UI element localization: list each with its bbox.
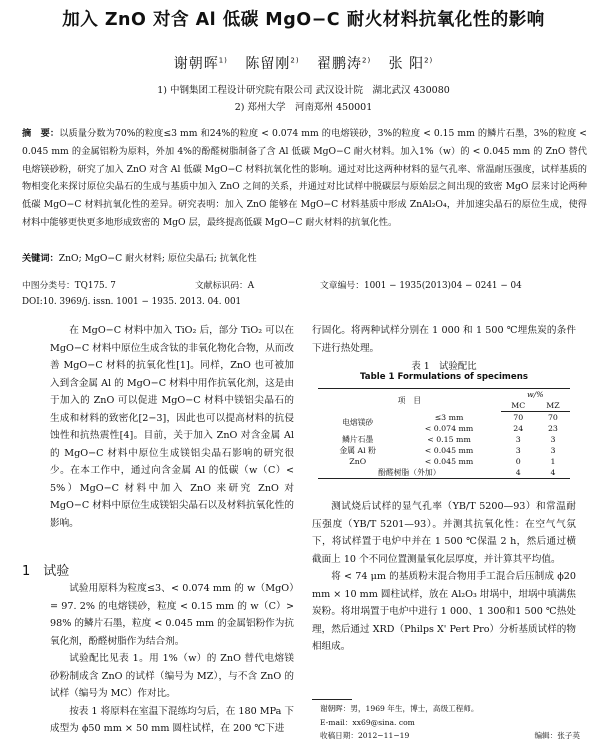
body-paragraph: 按表 1 将原料在室温下混练均匀后，在 180 MPa 下成型为 ϕ50 mm × 50 mm 圆柱试样，在 200 ℃下进 [50,705,294,734]
footnote [320,702,580,743]
keywords-label: 关键词： [22,253,59,264]
table-caption-cn: 表 1 试验配比 [411,361,477,372]
footnote-received: 收稿日期：2012−11−19 [320,731,410,740]
table-row: 酚醛树脂（外加） 4 4 [318,467,570,479]
body-paragraph: 测试烧后试样的显气孔率（YB/T 5200—93）和常温耐压强度（YB/T 5201—93）。并测其抗氧化性：在空气气氛下，将试样置于电炉中并在 1 500 ℃保温 2 h，然后通过横截面上 10 个不同位置测量氧化层厚度，并计算其平均值。 [312,501,576,565]
author-3: 翟鹏涛$^{2)}$ [317,56,372,72]
table-row: ZnO < 0.045 mm 0 1 [349,457,556,466]
table-col-header: MC [501,400,536,412]
keywords-text: ZnO; MgO−C 耐火材料; 原位尖晶石; 抗氧化性 [58,253,257,264]
affiliation-1: 1) 中钢集团工程设计研究院有限公司 武汉设计院 湖北武汉 430080 [157,85,450,96]
table-col-header: MZ [536,400,570,412]
intro-paragraph: 在 MgO−C 材料中加入 TiO₂ 后，部分 TiO₂ 可以在 MgO−C 材料中原位生成含钛的非氧化物化合物，从而改善 MgO−C 材料的抗氧化性[1]。同样，ZnO 也可被加入到含金属 Al 的 MgO−C 材料中用作抗氧化剂，这是由于加入的 ZnO 可以促进 MgO−C 材料中镁铝尖晶石的生成和材料的致密化[2−3]，因此也可以提高材料的抗侵蚀性和抗热震性[4]。目前，关于加入 ZnO 对含金属 Al 的 MgO−C 材料中原位生成镁铝尖晶石影响的研究很少。在本工作中，通过向含金属 Al 的低碳（w（C）< 5%）MgO−C 材料中加入 ZnO 来研究 ZnO 对 MgO−C 材料中原位生成镁铝尖晶石以及材料抗氧化性的影响。 [50,325,294,529]
table-item-header: 项 目 [318,389,501,412]
body-paragraph: 试验配比见表 1。用 1%（w）的 ZnO 替代电熔镁砂粉制成含 ZnO 的试样（编号为 MZ），与不含 ZnO 的试样（编号为 MC）作对比。 [50,653,294,699]
table-row: 电熔镁砂 ≤3 mm 70 70 [342,412,558,428]
article-number: 文章编号：1001 − 1935(2013)04 − 0241 − 04 [320,281,522,291]
table-unit-header: w/% [501,389,570,401]
author-2: 陈留刚$^{2)}$ [245,56,300,72]
keywords [22,250,587,264]
right-column-bottom [312,498,576,656]
clc-number: 中图分类号：TQ175. 7 [22,281,116,291]
table-row: 鳞片石墨 < 0.15 mm 3 3 [342,435,556,444]
abstract-text: 以质量分数为70%的粒度≤3 mm 和24%的粒度 < 0.074 mm 的电熔镁砂，3%的粒度 < 0.15 mm 的鳞片石墨，3%的粒度 < 0.045 mm 的金属铝粉为原料，外加 4%的酚醛树脂制备了含 Al 低碳 MgO−C 耐火材料。加入1%（w）的 < 0.045 mm 的 ZnO 替代电熔镁砂粉，研究了加入 ZnO 对含 Al 低碳 MgO−C 材料抗氧化性的影响。通过对比这两种材料的显气孔率、常温耐压强度，试样基质的物相变化来探讨原位尖晶石的生成与基质中加入 ZnO 之间的关系，并通过对比试样中脱碳层与原始层之间出现的致密 MgO 层来讨论两种低碳 MgO−C 材料抗氧化性的差异。研究表明：加入 ZnO 能够在 MgO−C 材料基质中形成 ZnAl₂O₄，并加速尖晶石的原位生成，使得材料中能够更快更多地形成致密的 MgO 层，最终提高低碳 MgO−C 耐火材料的抗氧化性。 [22,128,587,228]
table-row: 金属 Al 粉 < 0.045 mm 3 3 [339,446,556,455]
body-paragraph: 行固化。将两种试样分别在 1 000 和 1 500 ℃埋焦炭的条件下进行热处理。 [312,325,576,354]
paper-title: 加入 ZnO 对含 Al 低碳 MgO−C 耐火材料抗氧化性的影响 [62,10,545,30]
table-caption-en: Table 1 Formulations of specimens [360,372,528,382]
affiliation-2: 2) 郑州大学 河南郑州 450001 [234,102,373,113]
footnote-author: 谢朝晖：男，1969 年生，博士，高级工程师。 [320,704,479,713]
table-row: < 0.074 mm 24 23 [424,424,558,433]
footnote-email: E-mail：xx69@sina. com [320,717,415,727]
document-code: 文献标识码：A [195,281,255,291]
formulation-table [318,388,570,479]
footnote-editor: 编辑：张子英 [534,731,580,740]
section-heading: 1 试验 [22,564,70,579]
abstract [22,125,587,232]
abstract-label: 摘 要： [22,128,60,139]
author-4: 张 阳$^{2)}$ [388,56,434,72]
right-column-top [312,322,576,357]
doi: DOI:10. 3969/j. issn. 1001 − 1935. 2013. 04. 001 [22,297,242,307]
footnote-rule [312,699,352,700]
experiment-column [50,580,294,738]
body-paragraph: 试验用原料为粒度≤3、< 0.074 mm 的 w（MgO）= 97. 2% 的电熔镁砂，粒度 < 0.15 mm 的 w（C）> 98% 的鳞片石墨，粒度 < 0.045 mm 的金属铝粉作为抗氧化剂，酚醛树脂作为结合剂。 [50,583,294,647]
intro-column [50,322,294,532]
author-list [0,53,607,73]
author-1: 谢朝晖$^{1)}$ [173,56,228,72]
body-paragraph: 将 < 74 μm 的基质粉末混合物用手工混合后压制成 ϕ20 mm × 10 mm 圆柱试样，放在 Al₂O₃ 坩埚中，坩埚中填满焦炭粉。将坩埚置于电炉中进行 1 000、1 300和1 500 ℃热处理，然后通过 XRD（Philps X' Pert Pro）分析基质试样的物相组成。 [312,571,576,652]
